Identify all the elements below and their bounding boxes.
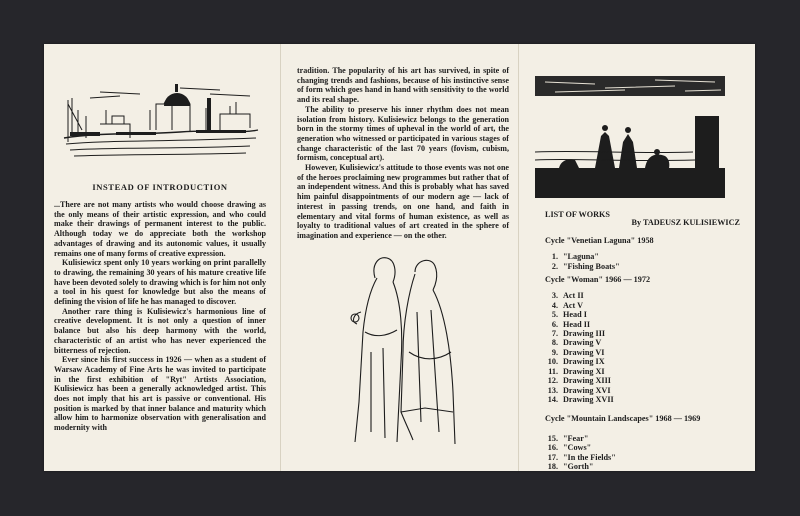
cycle-title: Cycle "Venetian Laguna" 1958 [545, 235, 654, 245]
list-item: 12. Drawing XIII [547, 376, 611, 386]
list-item: 17. "In the Fields" [547, 452, 616, 462]
introduction-text [54, 200, 266, 433]
fold-line-right [518, 44, 519, 471]
paragraph: tradition. The popularity of his art has survived, in spite of changing trends and fashions, because of his instinctive sense of form which goes hand in hand with sensitivity to the world and its real shape. [297, 66, 509, 105]
list-item: 15. "Fear" [547, 433, 589, 443]
list-item: 14. Drawing XVII [547, 394, 614, 404]
list-item: 8. Drawing V [551, 338, 602, 348]
cycle-list [545, 434, 740, 472]
paragraph: Another rare thing is Kulisiewicz's harmonious line of creative development. It is not only a question of inner balance but also his deep harmony with the world, characteristic of an artist who has never experienced the bitterness of rejection. [54, 306, 266, 355]
cycle-title: Cycle "Woman" 1966 — 1972 [545, 275, 651, 285]
list-item: 5. Head I [551, 310, 587, 320]
list-item: 6. Head II [551, 319, 591, 329]
list-item: 7. Drawing III [551, 329, 606, 339]
middle-panel [297, 44, 509, 471]
cycle-list [545, 291, 740, 404]
list-title: LIST OF WORKS [545, 210, 610, 219]
list-item: 2. "Fishing Boats" [551, 261, 620, 271]
paragraph: The ability to preserve his inner rhythm does not mean isolation from history. Kulisiewicz belongs to the generation born in the stormy times of upheval in the world of art, the generation who witnessed or participated in various stages of change characteristic of the last 70 years (fovism, cubism, formism, conceptual art). [297, 104, 509, 163]
leaflet-sheet [44, 44, 755, 471]
list-item: 16. "Cows" [547, 443, 592, 453]
list-item: 11. Drawing XI [548, 366, 605, 376]
list-item: 10. Drawing IX [547, 357, 605, 367]
fold-line-left [280, 44, 281, 471]
venice-sketch-illustration [60, 80, 260, 162]
list-item: 3. Act II [551, 291, 584, 301]
paragraph: Kulisiewicz spent only 10 years working on print parallelly to drawing, the remaining 30 years of his mature creative life have been devoted solely to drawing which is for him not only a tool in his quest for knowledge but also the means of defining the vision of life he has managed to discover. [54, 258, 266, 307]
cycle-title: Cycle "Mountain Landscapes" 1968 — 1969 [545, 414, 701, 424]
list-item: 18. "Gorth" [547, 461, 594, 471]
list-item: 9. Drawing VI [551, 347, 605, 357]
list-item: 13. Drawing XVI [547, 385, 611, 395]
paragraph: ...There are not many artists who would choose drawing as the only means of their artistic expression, and who could make their drawings of permanent interest to the public. Although today we do appreciate both the workshop advantages of drawing and its autonomic values, it usually remains one of many forms of creative expression. [54, 200, 266, 258]
list-of-works [545, 210, 740, 471]
list-item: 4. Act V [551, 300, 584, 310]
right-panel [533, 44, 743, 471]
list-item: 1. "Laguna" [551, 252, 599, 262]
figures-in-fields-illustration [535, 76, 725, 198]
cycle-list [545, 252, 740, 271]
introduction-heading: INSTEAD OF INTRODUCTION [92, 182, 228, 192]
left-panel [54, 44, 266, 471]
two-women-sketch-illustration [335, 252, 465, 452]
continued-text [297, 66, 509, 241]
paragraph: However, Kulisiewicz's attitude to those events was not one of the heroes proclaiming new programmes but rather that of an independent witness. And this is probably what has saved him painful disappointments of our modern age — lack of interest in passing trends, on one hand, and faith in elementary and vital forms of human existence, as well as loyalty to traditional values of art created in the sphere of imagination and experience — on the other. [297, 163, 509, 240]
author-line: By TADEUSZ KULISIEWICZ [631, 218, 740, 228]
paragraph: Ever since his first success in 1926 — when as a student of Warsaw Academy of Fine Arts he was invited to participate in the first exhibition of "Ryt" Artists Association, Kulisiewicz has been a generally acknowledged artist. This does not imply that his art is passive or conventional. His position is marked by that inner balance and maturity which allow him to harmonize observation with generalisation and modernity with [54, 355, 266, 433]
